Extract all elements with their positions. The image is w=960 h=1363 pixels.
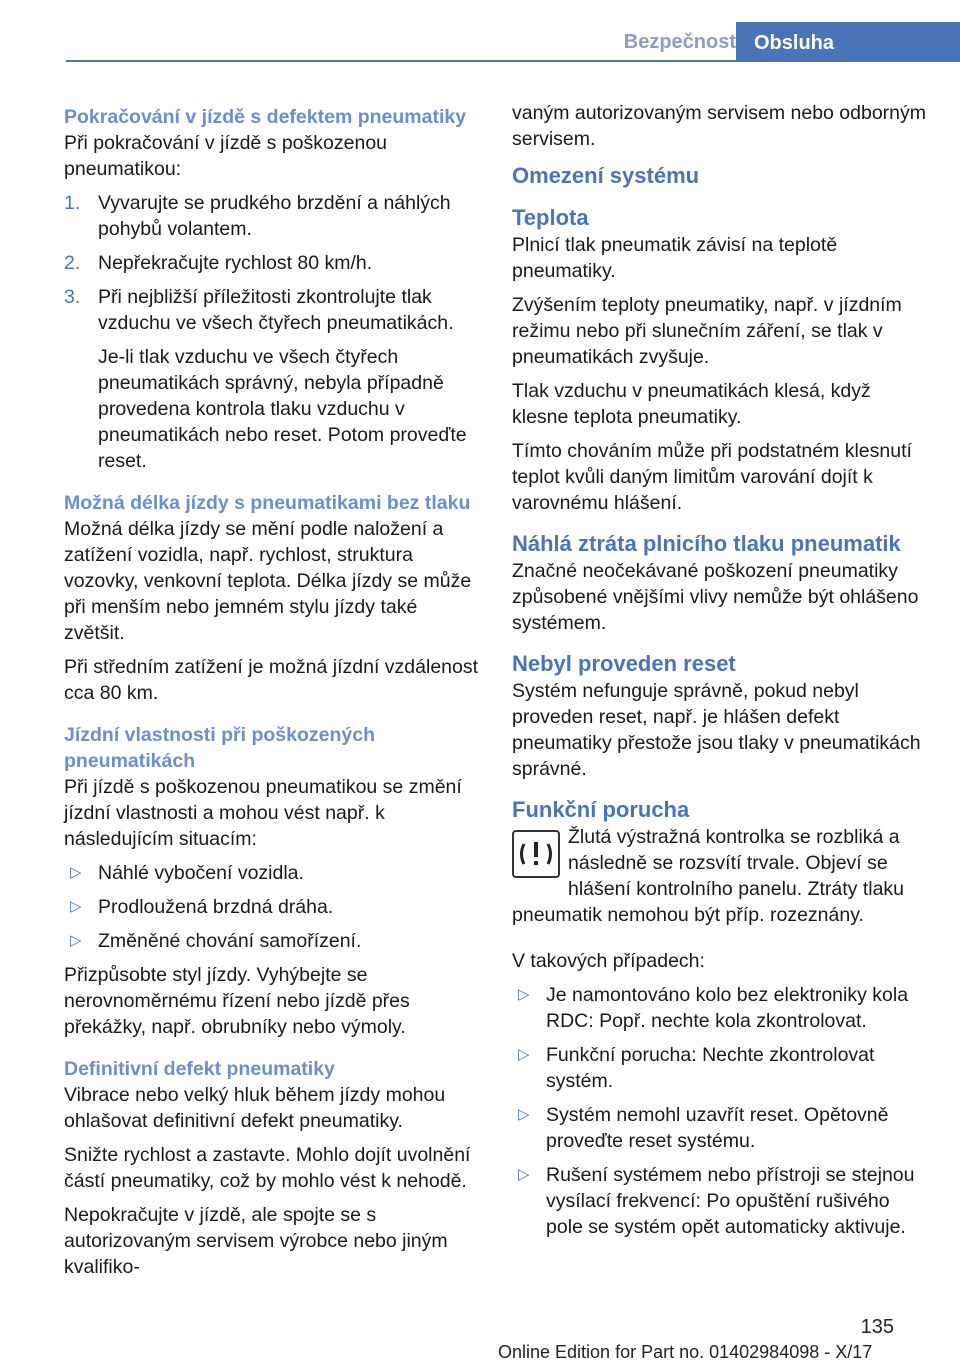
tire-pressure-warning-icon <box>512 830 560 878</box>
section-heading-porucha: Funkční porucha <box>512 797 690 822</box>
page-header <box>66 22 960 62</box>
list-item <box>64 928 480 954</box>
malfunction-note <box>512 824 930 936</box>
paragraph: Při středním zatížení je možná jízdní vzdálenost cca 80 km. <box>64 656 479 704</box>
list-item <box>512 1042 930 1094</box>
paragraph: Značné neočekávané poškození pneumatiky způsobené vnějšími vlivy nemůže být ohlášeno systémem. <box>512 560 919 634</box>
step-text: Vyvarujte se prudkého brzdění a náhlých pohybů volantem. <box>98 192 451 240</box>
list-item <box>512 1162 930 1240</box>
triangle-bullet-icon: ▷ <box>518 986 530 1003</box>
triangle-bullet-icon: ▷ <box>70 864 82 881</box>
list-item <box>64 894 480 920</box>
paragraph: Přizpůsobte styl jízdy. Vyhýbejte se nerovnoměrnému řízení nebo jízdě přes překážky, např. obrubníky nebo výmoly. <box>64 964 410 1038</box>
list-item <box>64 190 480 242</box>
page-footer <box>0 1316 960 1362</box>
step-number: 1. <box>64 192 81 214</box>
triangle-bullet-icon: ▷ <box>518 1166 530 1183</box>
list-item <box>64 860 480 886</box>
paragraph: Žlutá výstražná kontrolka se rozbliká a následně se rozsvítí trvale. Objeví se hlášení kontrolního panelu. Ztráty tlaku pneumatik nemohou být příp. rozeznány. <box>512 826 905 926</box>
list-item <box>64 284 480 474</box>
triangle-bullet-icon: ▷ <box>518 1046 530 1063</box>
bullet-text: Prodloužená brzdná dráha. <box>98 896 334 918</box>
page-number: 135 <box>860 1316 894 1338</box>
bullet-text: Změněné chování samořízení. <box>98 930 362 952</box>
section-heading-vlastnosti: Jízdní vlastnosti při poškozených pneumatikách <box>64 724 375 772</box>
triangle-bullet-icon: ▷ <box>70 932 82 949</box>
section-heading-defekt: Pokračování v jízdě s defektem pneumatiky <box>64 106 467 128</box>
paragraph: Nepokračujte v jízdě, ale spojte se s autorizovaným servisem výrobce nebo jiným kvalifiko- <box>64 1204 448 1278</box>
section-heading-definitivni: Definitivní defekt pneumatiky <box>64 1058 335 1080</box>
list-item <box>512 982 930 1034</box>
bullet-list <box>512 982 930 1240</box>
step-text: Nepřekračujte rychlost 80 km/h. <box>98 252 373 274</box>
right-column <box>512 100 930 1248</box>
tab-bezpecnost[interactable]: Bezpečnost <box>623 31 736 53</box>
tab-obsluha[interactable]: Obsluha <box>736 22 960 62</box>
bullet-text: Rušení systémem nebo přístroji se stejnou vysílací frekvencí: Po opuštění rušivého pole se systém opět automaticky aktivuje. <box>546 1164 915 1238</box>
steps-list <box>64 190 480 474</box>
bullet-text: Náhlé vybočení vozidla. <box>98 862 304 884</box>
paragraph: Možná délka jízdy se mění podle naložení a zatížení vozidla, např. rychlost, struktura vozovky, venkovní teplota. Délka jízdy se může při menším nebo jemném stylu jízdy také zvětšit. <box>64 518 472 644</box>
step-text: Při nejbližší příležitosti zkontrolujte tlak vzduchu ve všech čtyřech pneumatikách. <box>98 286 454 334</box>
paragraph: vaným autorizovaným servisem nebo odborným servisem. <box>512 102 927 150</box>
bullet-text: Je namontováno kolo bez elektroniky kola RDC: Popř. nechte kola zkontrolovat. <box>546 984 909 1032</box>
step-subtext: Je-li tlak vzduchu ve všech čtyřech pneumatikách správný, nebyla případně provedena kontrola tlaku vzduchu v pneumatikách nebo reset. Potom proveďte reset. <box>98 346 467 472</box>
left-column <box>64 100 480 1288</box>
paragraph: Při jízdě s poškozenou pneumatikou se změní jízdní vlastnosti a mohou vést např. k následujícím situacím: <box>64 776 462 850</box>
step-number: 2. <box>64 252 81 274</box>
paragraph: V takových případech: <box>512 950 705 972</box>
paragraph: Tlak vzduchu v pneumatikách klesá, když klesne teplota pneumatiky. <box>512 380 871 428</box>
paragraph: Plnicí tlak pneumatik závisí na teplotě pneumatiky. <box>512 234 838 282</box>
section-heading-reset: Nebyl proveden reset <box>512 651 736 676</box>
section-heading-omezeni: Omezení systému <box>512 163 700 188</box>
edition-note: Online Edition for Part no. 01402984098 - X/17 <box>498 1342 873 1362</box>
paragraph: Vibrace nebo velký hluk během jízdy mohou ohlašovat definitivní defekt pneumatiky. <box>64 1084 446 1132</box>
step-number: 3. <box>64 286 81 308</box>
paragraph: Při pokračování v jízdě s poškozenou pneumatikou: <box>64 132 388 180</box>
header-rule <box>66 60 960 62</box>
bullet-text: Funkční porucha: Nechte zkontrolovat systém. <box>546 1044 875 1092</box>
paragraph: Systém nefunguje správně, pokud nebyl proveden reset, např. je hlášen defekt pneumatiky přestože jsou tlaky v pneumatikách správné. <box>512 680 921 780</box>
paragraph: Zvýšením teploty pneumatiky, např. v jízdním režimu nebo při slunečním záření, se tlak v pneumatikách zvyšuje. <box>512 294 902 368</box>
section-heading-teplota: Teplota <box>512 205 589 230</box>
list-item <box>512 1102 930 1154</box>
section-heading-delka: Možná délka jízdy s pneumatikami bez tlaku <box>64 492 471 514</box>
paragraph: Snižte rychlost a zastavte. Mohlo dojít uvolnění částí pneumatiky, což by mohlo vést k nehodě. <box>64 1144 471 1192</box>
bullet-text: Systém nemohl uzavřít reset. Opětovně proveďte reset systému. <box>546 1104 889 1152</box>
triangle-bullet-icon: ▷ <box>70 898 82 915</box>
bullet-list <box>64 860 480 954</box>
triangle-bullet-icon: ▷ <box>518 1106 530 1123</box>
paragraph: Tímto chováním může při podstatném klesnutí teplot kvůli daným limitům varování dojít k varovnému hlášení. <box>512 440 912 514</box>
section-heading-ztrata: Náhlá ztráta plnicího tlaku pneumatik <box>512 531 901 556</box>
list-item <box>64 250 480 276</box>
